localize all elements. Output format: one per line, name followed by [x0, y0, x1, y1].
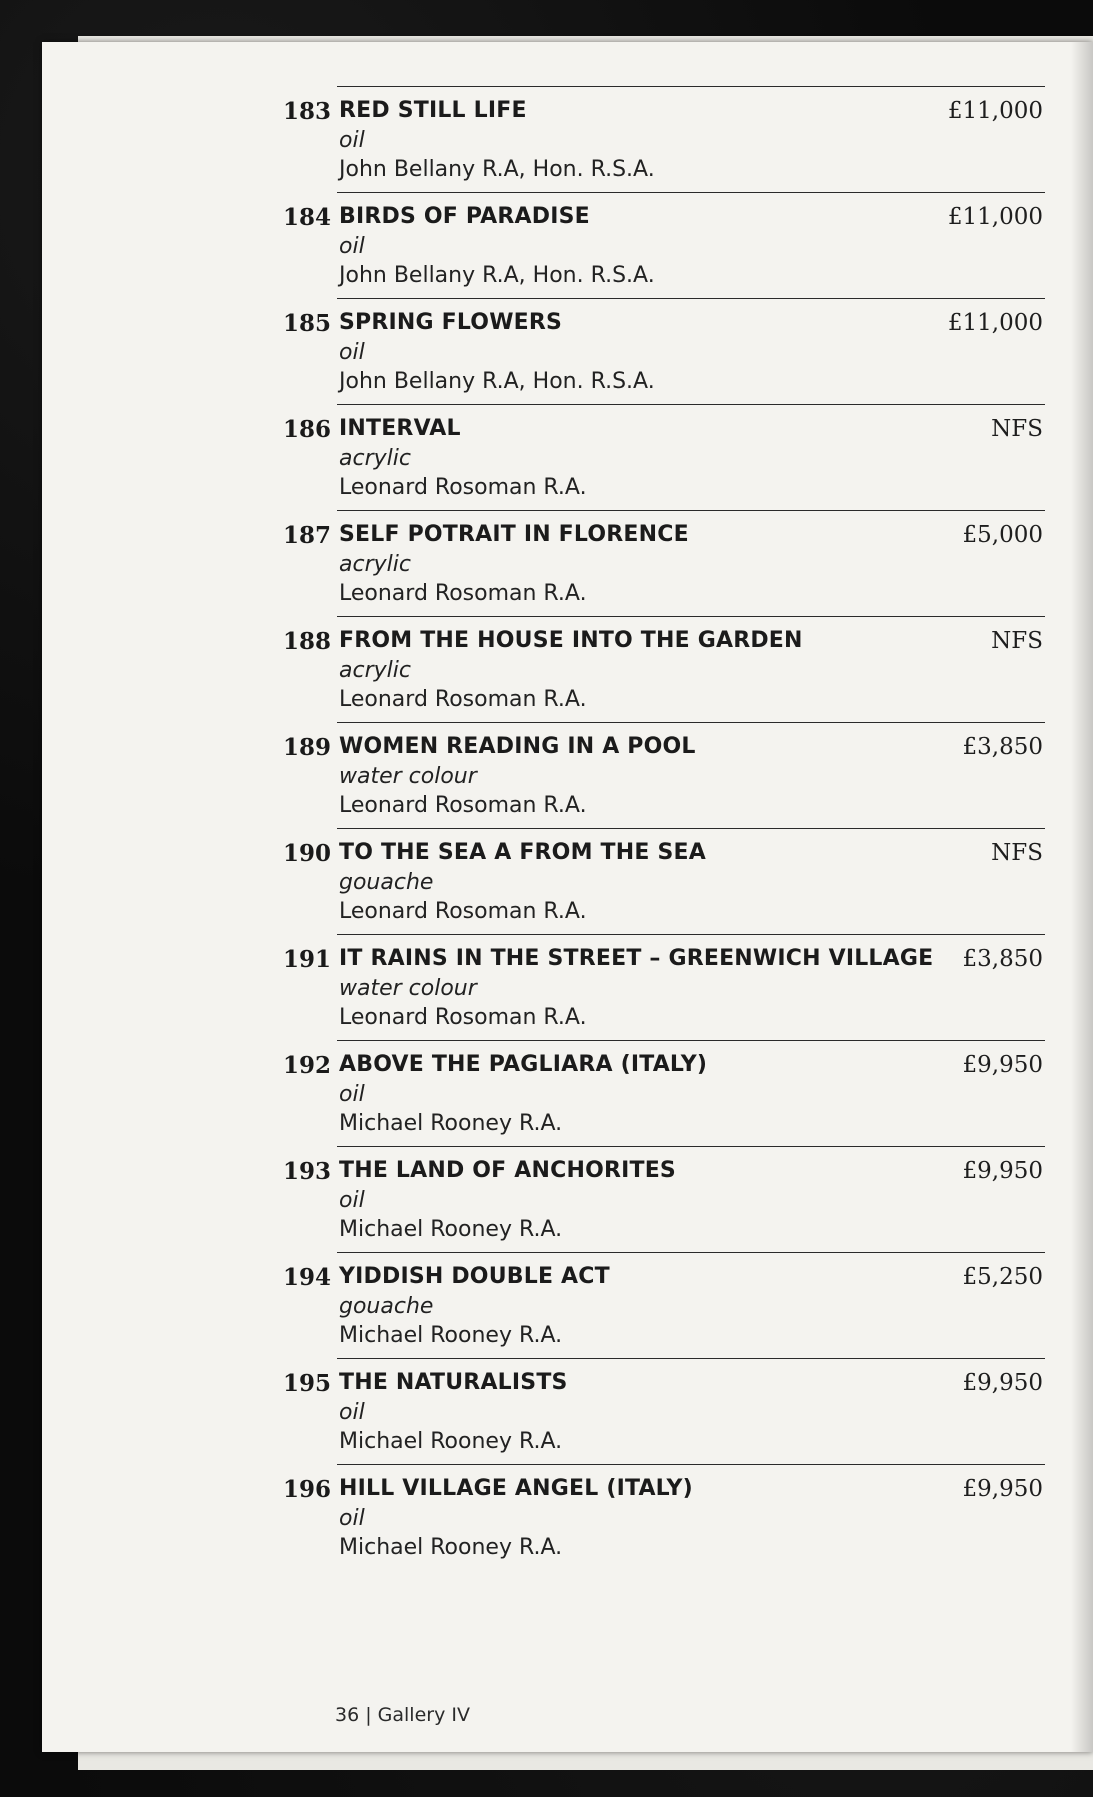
catalogue-entry [280, 86, 1045, 192]
entry-number: 188 [283, 628, 332, 655]
entry-medium: oil [339, 1188, 365, 1213]
catalogue-entry [280, 1252, 1045, 1358]
entry-title: YIDDISH DOUBLE ACT [339, 1264, 610, 1289]
entry-medium: gouache [339, 1294, 434, 1319]
entry-divider [337, 828, 1045, 829]
entry-artist: Leonard Rosoman R.A. [339, 793, 587, 818]
entry-divider [337, 1252, 1045, 1253]
catalogue-entry [280, 298, 1045, 404]
entry-medium: oil [339, 340, 365, 365]
entry-price: £3,850 [962, 734, 1043, 760]
entry-artist: Michael Rooney R.A. [339, 1323, 563, 1348]
entry-divider [337, 1358, 1045, 1359]
catalogue-entry [280, 828, 1045, 934]
entry-divider [337, 934, 1045, 935]
entry-divider [337, 298, 1045, 299]
entry-title: SPRING FLOWERS [339, 310, 563, 335]
catalogue-entry [280, 616, 1045, 722]
entry-divider [337, 192, 1045, 193]
entry-artist: John Bellany R.A, Hon. R.S.A. [339, 157, 655, 182]
catalogue-entry [280, 404, 1045, 510]
entry-medium: acrylic [339, 552, 411, 577]
entry-price: £11,000 [947, 204, 1043, 230]
entry-number: 193 [283, 1158, 332, 1185]
entry-medium: oil [339, 1506, 365, 1531]
entry-artist: Leonard Rosoman R.A. [339, 899, 587, 924]
entry-artist: Michael Rooney R.A. [339, 1111, 563, 1136]
entry-artist: Michael Rooney R.A. [339, 1535, 563, 1560]
entry-medium: oil [339, 1082, 365, 1107]
entry-artist: Leonard Rosoman R.A. [339, 687, 587, 712]
entry-number: 185 [283, 310, 332, 337]
catalogue-entry [280, 934, 1045, 1040]
entry-price: £11,000 [947, 310, 1043, 336]
entry-number: 184 [283, 204, 332, 231]
entry-price: NFS [991, 840, 1043, 866]
entry-title: HILL VILLAGE ANGEL (ITALY) [339, 1476, 693, 1501]
entry-divider [337, 1464, 1045, 1465]
entry-artist: Michael Rooney R.A. [339, 1429, 563, 1454]
entry-title: THE LAND OF ANCHORITES [339, 1158, 676, 1183]
entry-title: ABOVE THE PAGLIARA (ITALY) [339, 1052, 708, 1077]
entry-divider [337, 722, 1045, 723]
catalogue-entry [280, 722, 1045, 828]
entry-number: 187 [283, 522, 332, 549]
entry-title: THE NATURALISTS [339, 1370, 568, 1395]
entry-number: 196 [283, 1476, 332, 1503]
entry-divider [337, 510, 1045, 511]
entry-artist: Michael Rooney R.A. [339, 1217, 563, 1242]
entry-price: £5,250 [962, 1264, 1043, 1290]
entry-title: SELF POTRAIT IN FLORENCE [339, 522, 689, 547]
catalogue-entry [280, 1464, 1045, 1570]
entry-medium: gouache [339, 870, 434, 895]
entry-title: RED STILL LIFE [339, 98, 527, 123]
entry-price: £9,950 [962, 1476, 1043, 1502]
entry-title: BIRDS OF PARADISE [339, 204, 590, 229]
catalogue-entry [280, 192, 1045, 298]
entry-number: 189 [283, 734, 332, 761]
catalogue-entry [280, 1040, 1045, 1146]
entry-artist: Leonard Rosoman R.A. [339, 1005, 587, 1030]
entry-artist: John Bellany R.A, Hon. R.S.A. [339, 369, 655, 394]
entry-price: £9,950 [962, 1370, 1043, 1396]
entry-number: 191 [283, 946, 332, 973]
entry-price: £11,000 [947, 98, 1043, 124]
entry-medium: acrylic [339, 658, 411, 683]
entry-price: £5,000 [962, 522, 1043, 548]
entry-number: 183 [283, 98, 332, 125]
entry-number: 190 [283, 840, 332, 867]
entry-title: FROM THE HOUSE INTO THE GARDEN [339, 628, 803, 653]
entry-number: 192 [283, 1052, 332, 1079]
entry-artist: Leonard Rosoman R.A. [339, 475, 587, 500]
entry-number: 195 [283, 1370, 332, 1397]
entry-medium: oil [339, 1400, 365, 1425]
entry-price: £9,950 [962, 1158, 1043, 1184]
entry-medium: oil [339, 128, 365, 153]
entry-price: NFS [991, 416, 1043, 442]
entry-divider [337, 404, 1045, 405]
entry-title: WOMEN READING IN A POOL [339, 734, 696, 759]
entry-number: 186 [283, 416, 332, 443]
entry-artist: Leonard Rosoman R.A. [339, 581, 587, 606]
entry-price: £3,850 [962, 946, 1043, 972]
entry-title: INTERVAL [339, 416, 461, 441]
catalogue-entry [280, 1358, 1045, 1464]
entry-divider [337, 616, 1045, 617]
entry-divider [337, 1040, 1045, 1041]
catalogue-entry [280, 1146, 1045, 1252]
entry-medium: water colour [339, 976, 477, 1001]
page-footer: 36 | Gallery IV [335, 1704, 470, 1726]
entry-price: £9,950 [962, 1052, 1043, 1078]
catalogue-entry-list [280, 86, 1045, 1570]
entry-number: 194 [283, 1264, 332, 1291]
entry-divider [337, 1146, 1045, 1147]
entry-price: NFS [991, 628, 1043, 654]
catalogue-entry [280, 510, 1045, 616]
entry-medium: acrylic [339, 446, 411, 471]
page-gutter-shadow [1071, 42, 1093, 1752]
entry-title: IT RAINS IN THE STREET – GREENWICH VILLAGE [339, 946, 934, 971]
entry-artist: John Bellany R.A, Hon. R.S.A. [339, 263, 655, 288]
entry-medium: oil [339, 234, 365, 259]
entry-medium: water colour [339, 764, 477, 789]
entry-title: TO THE SEA A FROM THE SEA [339, 840, 706, 865]
entry-divider [337, 86, 1045, 87]
